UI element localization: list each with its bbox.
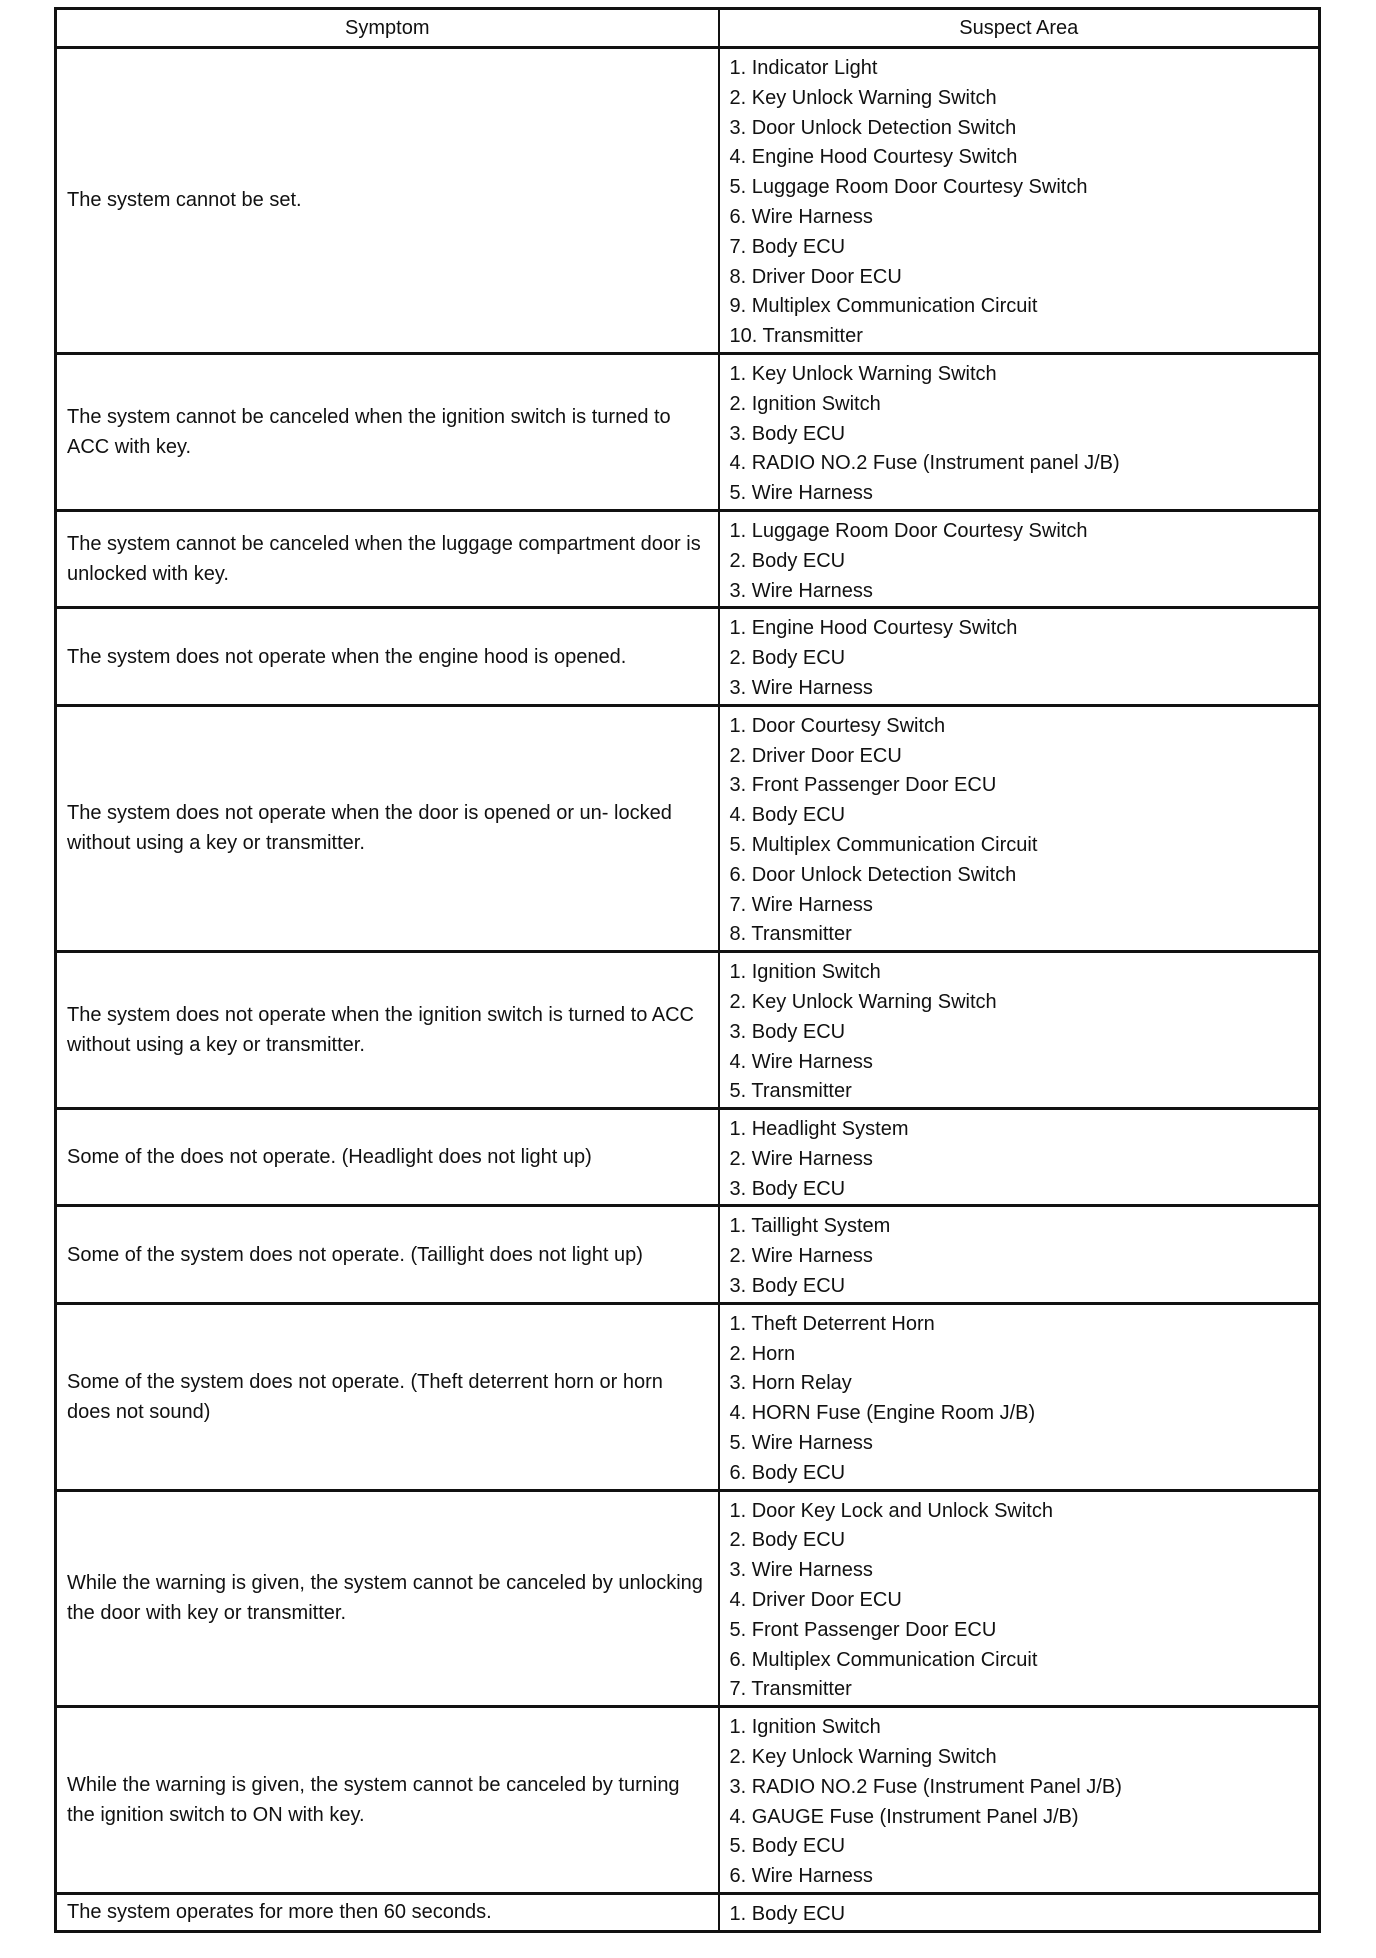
suspect-area-cell bbox=[719, 1109, 1320, 1206]
table-row bbox=[56, 1894, 1320, 1932]
suspect-item: 5. Luggage Room Door Courtesy Switch bbox=[729, 176, 1088, 199]
suspect-item: 2. Body ECU bbox=[729, 549, 846, 572]
suspect-area-cell bbox=[719, 353, 1320, 510]
suspect-item: 1. Luggage Room Door Courtesy Switch bbox=[729, 519, 1088, 542]
suspect-item: 3. Front Passenger Door ECU bbox=[729, 774, 997, 797]
suspect-list bbox=[730, 958, 1311, 1107]
table-row bbox=[56, 1206, 1320, 1303]
suspect-item: 4. Wire Harness bbox=[729, 1050, 873, 1073]
suspect-list bbox=[730, 1900, 1311, 1930]
table-row bbox=[56, 1707, 1320, 1894]
suspect-item: 2. Horn bbox=[729, 1342, 796, 1365]
suspect-item: 5. Wire Harness bbox=[729, 482, 873, 505]
suspect-item: 1. Body ECU bbox=[729, 1903, 846, 1926]
suspect-list bbox=[730, 1497, 1311, 1706]
symptom-column-header: Symptom bbox=[56, 9, 719, 48]
symptom-cell: The system cannot be canceled when the luggage compartment door is unlocked with key. bbox=[56, 510, 719, 607]
suspect-item: 4. HORN Fuse (Engine Room J/B) bbox=[729, 1402, 1036, 1425]
suspect-area-cell bbox=[719, 1707, 1320, 1894]
symptom-table bbox=[54, 7, 1321, 1933]
suspect-item: 1. Headlight System bbox=[729, 1118, 909, 1141]
suspect-item: 8. Transmitter bbox=[729, 923, 852, 946]
suspect-area-cell bbox=[719, 608, 1320, 705]
table-row bbox=[56, 1490, 1320, 1707]
table-row bbox=[56, 1303, 1320, 1490]
symptom-cell: The system does not operate when the engine hood is opened. bbox=[56, 608, 719, 705]
suspect-item: 4. Engine Hood Courtesy Switch bbox=[729, 146, 1018, 169]
suspect-item: 3. Body ECU bbox=[729, 1275, 846, 1298]
suspect-item: 6. Wire Harness bbox=[729, 205, 873, 228]
header-row bbox=[56, 9, 1320, 48]
suspect-item: 4. RADIO NO.2 Fuse (Instrument panel J/B) bbox=[729, 452, 1120, 475]
suspect-list bbox=[730, 1310, 1311, 1489]
suspect-list bbox=[730, 1115, 1311, 1204]
symptom-cell: The system cannot be canceled when the ignition switch is turned to ACC with key. bbox=[56, 353, 719, 510]
symptom-cell: Some of the system does not operate. (Taillight does not light up) bbox=[56, 1206, 719, 1303]
suspect-area-cell bbox=[719, 1894, 1320, 1932]
suspect-item: 1. Door Courtesy Switch bbox=[729, 714, 946, 737]
suspect-item: 4. GAUGE Fuse (Instrument Panel J/B) bbox=[729, 1805, 1079, 1828]
suspect-area-cell bbox=[719, 1303, 1320, 1490]
suspect-item: 2. Key Unlock Warning Switch bbox=[729, 86, 997, 109]
suspect-list bbox=[730, 1212, 1311, 1301]
suspect-area-cell bbox=[719, 705, 1320, 951]
suspect-area-cell bbox=[719, 48, 1320, 354]
suspect-item: 7. Transmitter bbox=[729, 1678, 852, 1701]
table-row bbox=[56, 608, 1320, 705]
table-row bbox=[56, 952, 1320, 1109]
suspect-item: 3. Wire Harness bbox=[729, 579, 873, 602]
suspect-area-cell bbox=[719, 1490, 1320, 1707]
suspect-item: 5. Multiplex Communication Circuit bbox=[729, 833, 1038, 856]
table-row bbox=[56, 705, 1320, 951]
suspect-list bbox=[730, 360, 1311, 509]
suspect-item: 4. Body ECU bbox=[729, 804, 846, 827]
suspect-item: 1. Key Unlock Warning Switch bbox=[729, 362, 997, 385]
suspect-item: 3. Body ECU bbox=[729, 1177, 846, 1200]
suspect-list bbox=[730, 54, 1311, 352]
suspect-list bbox=[730, 712, 1311, 950]
symptom-cell: Some of the does not operate. (Headlight does not light up) bbox=[56, 1109, 719, 1206]
suspect-item: 3. Horn Relay bbox=[729, 1372, 852, 1395]
suspect-item: 2. Key Unlock Warning Switch bbox=[729, 990, 997, 1013]
symptom-cell: The system does not operate when the ignition switch is turned to ACC without using a key or transmitter. bbox=[56, 952, 719, 1109]
suspect-item: 5. Body ECU bbox=[729, 1835, 846, 1858]
symptom-cell: The system does not operate when the door is opened or un- locked without using a key or transmitter. bbox=[56, 705, 719, 951]
suspect-item: 1. Taillight System bbox=[729, 1215, 891, 1238]
suspect-item: 2. Key Unlock Warning Switch bbox=[729, 1746, 997, 1769]
suspect-item: 5. Transmitter bbox=[729, 1080, 852, 1103]
suspect-item: 3. Door Unlock Detection Switch bbox=[729, 116, 1017, 139]
suspect-list bbox=[730, 1713, 1311, 1892]
suspect-item: 6. Door Unlock Detection Switch bbox=[729, 863, 1017, 886]
suspect-item: 1. Theft Deterrent Horn bbox=[729, 1312, 935, 1335]
symptom-cell: While the warning is given, the system cannot be canceled by turning the ignition switch to ON with key. bbox=[56, 1707, 719, 1894]
suspect-item: 5. Wire Harness bbox=[729, 1432, 873, 1455]
suspect-item: 7. Body ECU bbox=[729, 235, 846, 258]
suspect-item: 10. Transmitter bbox=[729, 325, 863, 348]
suspect-item: 1. Ignition Switch bbox=[729, 1716, 881, 1739]
symptom-cell: The system operates for more then 60 seconds. bbox=[56, 1894, 719, 1932]
suspect-item: 1. Door Key Lock and Unlock Switch bbox=[729, 1499, 1053, 1522]
suspect-item: 1. Engine Hood Courtesy Switch bbox=[729, 617, 1018, 640]
suspect-item: 9. Multiplex Communication Circuit bbox=[729, 295, 1038, 318]
suspect-item: 8. Driver Door ECU bbox=[729, 265, 902, 288]
suspect-item: 2. Driver Door ECU bbox=[729, 744, 902, 767]
suspect-list bbox=[730, 614, 1311, 703]
suspect-item: 6. Multiplex Communication Circuit bbox=[729, 1648, 1038, 1671]
suspect-item: 3. Wire Harness bbox=[729, 1559, 873, 1582]
table-row bbox=[56, 1109, 1320, 1206]
suspect-list bbox=[730, 517, 1311, 606]
suspect-item: 3. RADIO NO.2 Fuse (Instrument Panel J/B) bbox=[729, 1775, 1122, 1798]
suspect-item: 2. Ignition Switch bbox=[729, 392, 881, 415]
suspect-area-cell bbox=[719, 1206, 1320, 1303]
suspect-item: 5. Front Passenger Door ECU bbox=[729, 1618, 997, 1641]
suspect-item: 4. Driver Door ECU bbox=[729, 1589, 902, 1612]
suspect-item: 3. Body ECU bbox=[729, 1020, 846, 1043]
suspect-area-column-header: Suspect Area bbox=[719, 9, 1320, 48]
table-body bbox=[56, 48, 1320, 1932]
suspect-item: 3. Wire Harness bbox=[729, 676, 873, 699]
suspect-item: 1. Indicator Light bbox=[729, 57, 878, 79]
suspect-item: 7. Wire Harness bbox=[729, 893, 873, 916]
table-row bbox=[56, 353, 1320, 510]
table-row bbox=[56, 510, 1320, 607]
suspect-item: 3. Body ECU bbox=[729, 422, 846, 445]
symptom-cell: The system cannot be set. bbox=[56, 48, 719, 354]
suspect-item: 2. Body ECU bbox=[729, 1529, 846, 1552]
suspect-area-cell bbox=[719, 510, 1320, 607]
suspect-item: 2. Body ECU bbox=[729, 647, 846, 670]
table-row bbox=[56, 48, 1320, 354]
suspect-item: 2. Wire Harness bbox=[729, 1147, 873, 1170]
symptom-cell: While the warning is given, the system cannot be canceled by unlocking the door with key or transmitter. bbox=[56, 1490, 719, 1707]
suspect-item: 2. Wire Harness bbox=[729, 1245, 873, 1268]
suspect-item: 6. Wire Harness bbox=[729, 1865, 873, 1888]
symptom-cell: Some of the system does not operate. (Theft deterrent horn or horn does not sound) bbox=[56, 1303, 719, 1490]
suspect-item: 1. Ignition Switch bbox=[729, 961, 881, 984]
suspect-area-cell bbox=[719, 952, 1320, 1109]
suspect-item: 6. Body ECU bbox=[729, 1461, 846, 1484]
